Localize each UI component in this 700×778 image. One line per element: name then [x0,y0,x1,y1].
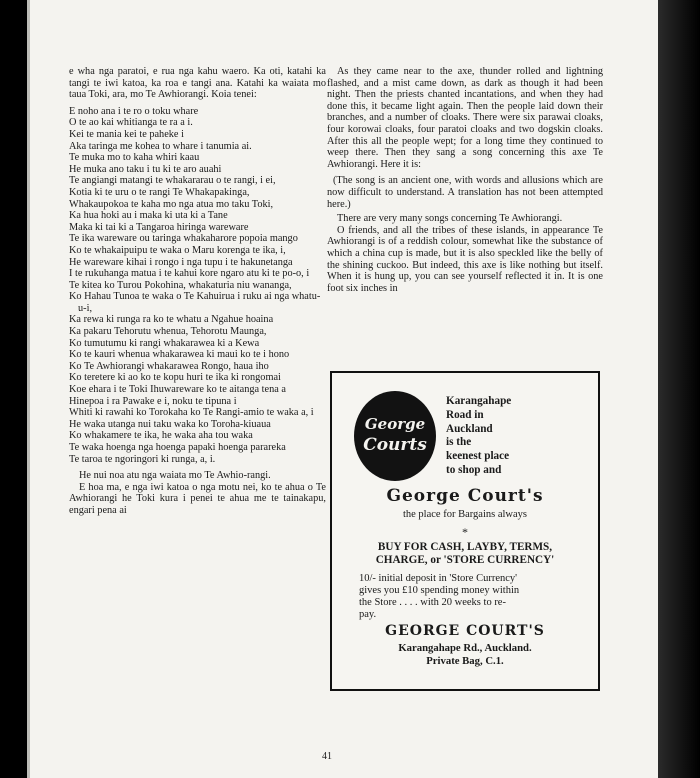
song-line: E noho ana i te ro o toku whare [69,105,199,117]
song-line: He muka ano taku i tu ki te aro auahi [69,163,222,175]
ad-location-text [446,395,596,478]
ad-brand-caps: GEORGE COURT'S [385,623,545,639]
terms-line: gives you £10 spending money within [359,585,520,596]
right-column [327,66,603,294]
location-line: keenest place [446,450,510,463]
song-line: Ko teretere ki ao ko te kopu huri te ika ki rongomai [69,372,281,384]
payment-line: CHARGE, or 'STORE CURRENCY' [375,553,555,566]
song-line: Te waka hoenga nga hoenga papaki hoenga parareka [69,442,286,453]
song-line: Koe ehara i te Toki Ihuwareware ko te aitanga tena a [69,384,286,396]
maori-song [69,106,326,465]
location-line: Auckland [446,422,493,435]
scan-edge [27,0,30,778]
song-line: Whiti ki rawahi ko Torokaha ko Te Rangi-amio te waka a, i [69,407,314,419]
song-line: Ka rewa ki runga ra ko te whatu a Ngahue hoaina [69,314,274,326]
song-line: Kotia ki te uru o te rangi Te Whakapakinga, [69,186,250,198]
narrative-paragraph: As they came near to the axe, thunder rolled and lightning flashed, and a mist came down, as dark as though it had been night. Then the priests chanted incantations, and when they had done this, it became light again. Then the people laid down their branches, and a number of cloaks. There were six parawai cloaks, four korowai cloaks, four paratoi cloaks and two dogskin cloaks. After this all the people wept; for a long time they continued to weep there. Then they sang a song concerning this axe Te Awhiorangi. Here it is: [327,66,603,170]
page-number: 41 [322,751,332,762]
intro-paragraph: e wha nga paratoi, e rua nga kahu waero. Ka oti, katahi ka tangi te iwi katoa, ka roa e tangi ana. Katahi ka waiata mo taua Toki, ara, mo Te Awhiorangi. Koia tenei: [69,66,326,101]
ad-address [332,642,598,668]
address-line: Karangahape Rd., Auckland. [398,642,532,654]
song-line: Maka ki tai ki a Tangaroa hiringa wareware [69,221,249,233]
song-line: Whakaupokoa te kaha mo nga atua mo taku Toki, [69,198,274,210]
song-line: He waka utanga nui taku waka ko Toroha-kiuaua [69,418,271,430]
song-line: Ko tumutumu ki rangi whakarawea ki a Kewa [69,337,260,349]
narrative-paragraph: O friends, and all the tribes of these islands, in appearance Te Awhiorangi is of a reddish colour, somewhat like the substance of which a china cup is made, but it is also speckled like the belly of the shining cuckoo. But indeed, this axe is like nothing but itself. When it is hung up, you can see yourself reflected it in. It is one foot six inches in [327,224,603,294]
location-line: Karangahape [446,395,512,407]
left-column [69,66,326,517]
ad-payment-options [332,541,598,567]
terms-line: pay. [359,609,377,620]
location-line: is the [446,436,472,449]
document-page [27,0,658,778]
song-line: He wareware kihai i rongo i nga tupu i te hakunetanga [69,256,293,268]
book-spine-shadow [658,0,700,778]
george-courts-advertisement [330,371,600,691]
song-line: Aka taringa me kohea to whare i tanumia ai. [69,140,252,152]
payment-line: BUY FOR CASH, LAYBY, TERMS, [377,541,553,553]
logo-line: Courts [363,435,427,455]
terms-line: 10/- initial deposit in 'Store Currency' [359,573,518,584]
song-note-paragraph: (The song is an ancient one, with words and allusions which are now difficult to understand. A translation has not been attempted here.) [327,175,603,210]
ad-terms [359,573,581,621]
song-line: Ka pakaru Tehorutu whenua, Tehorotu Maunga, [69,326,267,338]
song-line: Kei te mania kei te paheke i [69,128,184,140]
narrative-paragraph: There are very many songs concerning Te Awhiorangi. [337,213,563,225]
location-line: Road in [446,408,484,421]
song-line: Te kitea ko Turou Pokohina, whakaturia niu wananga, [69,279,292,291]
song-line: Ko whakamere te ika, he waka aha tou waka [69,430,253,442]
after-paragraph: He nui noa atu nga waiata mo Te Awhio-rangi. [79,470,271,482]
terms-line: the Store . . . . with 20 weeks to re- [359,597,506,608]
location-line: to shop and [446,463,502,476]
song-line: Te taroa te ngoringori ki runga, a, i. [69,453,216,465]
song-line: Ko Hahau Tunoa te waka o Te Kahuirua i ruku ai nga whatu-u-i, [69,291,321,314]
address-line: Private Bag, C.1. [426,655,504,667]
after-paragraph: E hoa ma, e nga iwi katoa o nga motu nei, ko te ahua o Te Awhiorangi he Toki kura i penei te ahua me te tainakapu, engari pena ai [69,481,326,516]
song-line: Hinepoa i ra Pawake e i, noku te tipuna i [69,395,237,407]
ad-header [354,391,594,481]
song-line: Ko te kauri whenua whakarawea ki maui ko te i hono [69,349,290,361]
song-line: Ko Te Awhiorangi whakarawea Rongo, haua iho [69,360,269,372]
song-line: Ko te whakaipuipu te waka o Maru korenga te ika, i, [69,244,286,256]
star-ornament: * [462,525,468,539]
ad-brand-name: George Court's [386,486,544,506]
logo-line: George [364,415,426,433]
song-line: Ka hua hoki au i maka ki uta ki a Tane [69,210,228,222]
song-line: O te ao kai whitianga te ra a i. [69,117,193,129]
song-line: Te ika wareware ou taringa whakaharore popoia mango [69,233,298,245]
song-line: Te muka mo to kaha whiri kaau [69,152,200,164]
ad-tagline: the place for Bargains always [402,509,527,520]
george-courts-logo [354,391,436,481]
song-line: I te rukuhanga matua i te kahui kore ngaro atu ki te po-o, i [69,268,310,280]
song-line: Te angiangi matangi te whakararau o te rangi, i ei, [69,175,276,187]
